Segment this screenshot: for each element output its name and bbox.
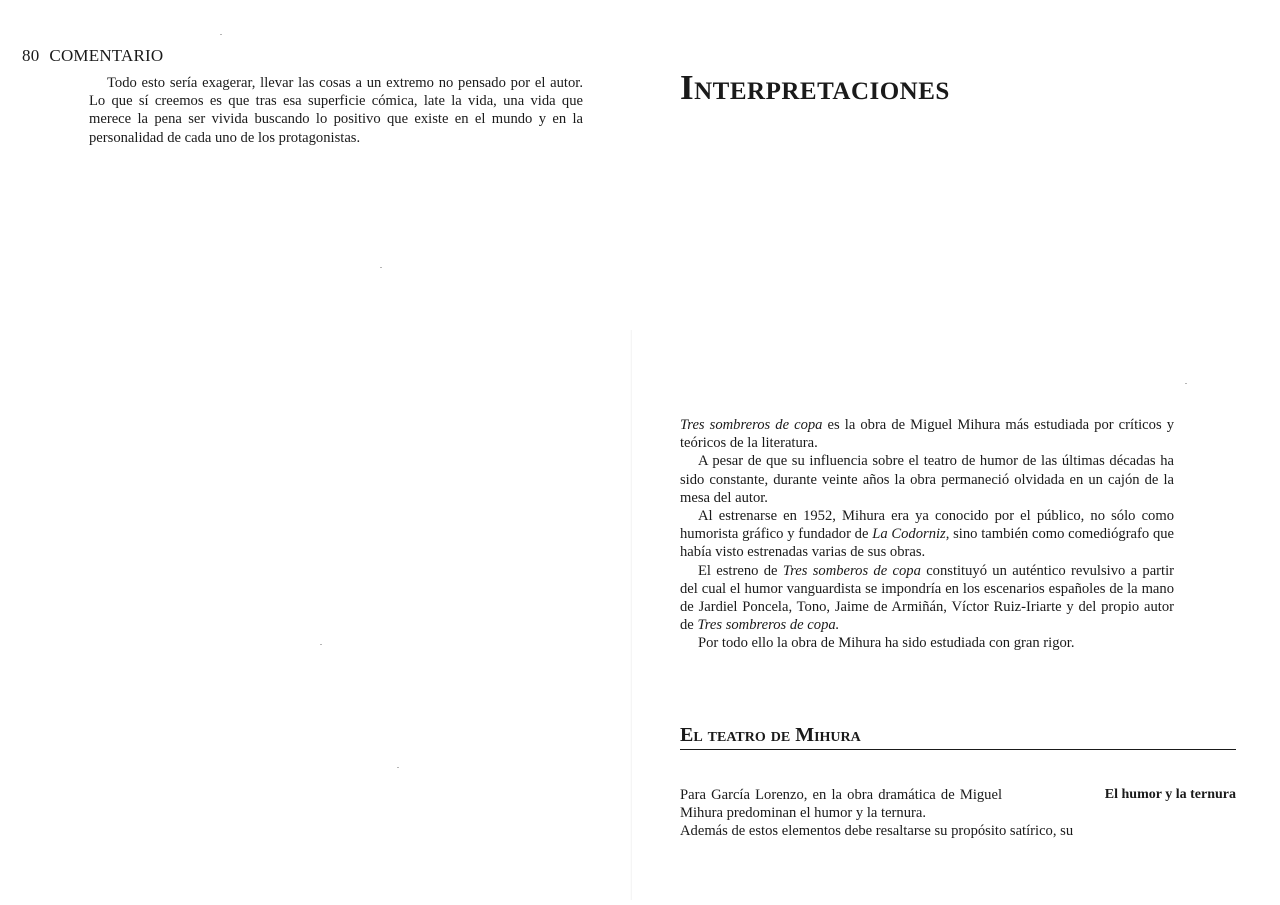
- intro-paragraph-5: Por todo ello la obra de Mihura ha sido estudiada con gran rigor.: [698, 635, 1075, 652]
- scan-speck: [397, 767, 399, 768]
- chapter-title: Interpretaciones: [680, 68, 950, 107]
- book-title: Tres somberos de copa: [782, 562, 921, 579]
- book-title: Tres sombreros de copa.: [697, 617, 840, 634]
- book-title: Tres sombreros de copa: [680, 417, 823, 433]
- running-head: [22, 46, 163, 66]
- running-head-title: COMENTARIO: [49, 46, 164, 65]
- scan-speck: [320, 644, 322, 645]
- section-text: [680, 786, 1174, 841]
- scan-speck: [220, 34, 222, 35]
- intro-text: [680, 416, 1174, 653]
- margin-note: El humor y la ternura: [1104, 787, 1236, 802]
- paragraph: Todo esto sería exagerar, llevar las cosas a un extremo no pensado por el autor. Lo que sí creemos es que tras esa superficie cómica, late la vida, una vida que merece la pena ser vivida buscando lo positivo que existe en el mundo y en la personalidad de cada uno de los protagonistas.: [89, 75, 583, 146]
- intro-paragraph-1: Tres sombreros de copa es la obra de Miguel Mihura más estudiada por críticos y teóricos de la literatura.: [680, 417, 1174, 452]
- intro-paragraph-3: Al estrenarse en 1952, Mihura era ya conocido por el público, no sólo como humorista gráfico y fundador de La Codorniz, sino también como comediógrafo que había visto estrenadas varias de sus obras.: [680, 508, 1175, 561]
- section-title: El teatro de Mihura: [680, 724, 1236, 750]
- page-number: 80: [22, 46, 40, 65]
- left-page: [0, 0, 632, 905]
- intro-paragraph-4: El estreno de Tres somberos de copa constituyó un auténtico revulsivo a partir del cual el humor vanguardista se impondría en los escenarios españoles de la mano de Jardiel Poncela, Tono, Jaime de Armiñán, Víctor Ruiz-Iriarte y del propio autor de Tres sombreros de copa.: [680, 562, 1174, 634]
- left-page-text: [89, 74, 583, 147]
- scan-speck: [380, 267, 382, 268]
- intro-paragraph-2: A pesar de que su influencia sobre el teatro de humor de las últimas décadas ha sido constante, durante veinte años la obra permaneció olvidada en un cajón de la mesa del autor.: [680, 453, 1174, 506]
- scan-speck: [1185, 383, 1187, 384]
- publication-title: La Codorniz,: [872, 526, 950, 543]
- section-paragraph-start: Para García Lorenzo, en la obra dramática de Miguel Mihura predominan el humor y la ternura.: [680, 787, 1002, 822]
- section-paragraph-continued: Además de estos elementos debe resaltarse su propósito satírico, su: [680, 823, 1074, 840]
